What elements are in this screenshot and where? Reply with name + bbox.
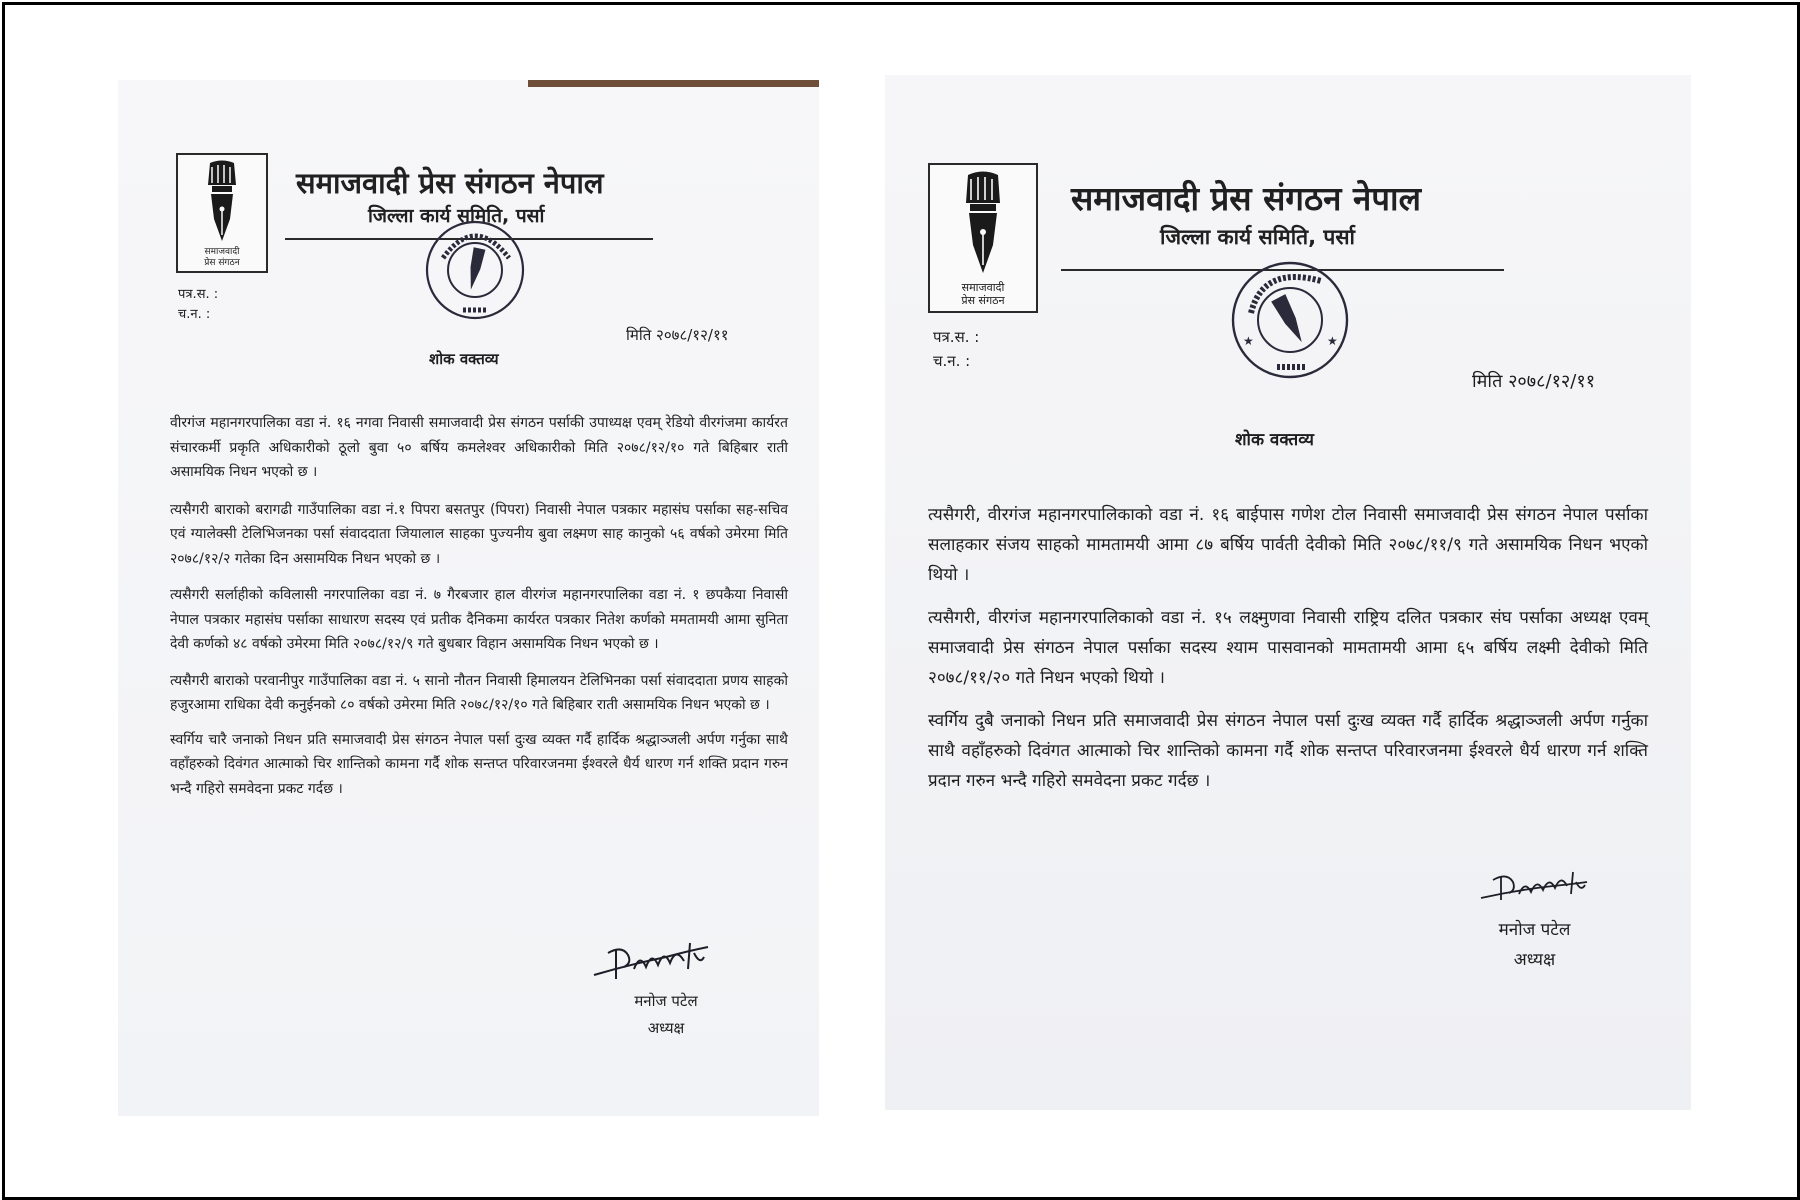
body-paragraph: त्यसैगरी सर्लाहीको कविलासी नगरपालिका वडा नं. ७ गैरबजार हाल वीरगंज महानगरपालिका वडा नं. १ छपकैया निवासी नेपाल पत्रकार महासंघ पर्साका साधारण सदस्य एवं प्रतीक दैनिकमा कार्यरत पत्रकार नितेश कर्णको ममतामयी आमा सुनिता देवी कर्णको ४८ वर्षको उमेरमा मिति २०७८/१२/९ गते बुधबार विहान असामयिक निधन भएको छ । bbox=[170, 587, 788, 652]
signer-name: मनोज पटेल bbox=[1498, 920, 1571, 940]
organization-stamp bbox=[1229, 259, 1351, 381]
letter-right bbox=[885, 75, 1691, 1110]
body-paragraph: स्वर्गिय दुबै जनाको निधन प्रति समाजवादी प्रेस संगठन नेपाल पर्सा दुःख व्यक्त गर्दै हार्दिक श्रद्धाञ्जली अर्पण गर्नुका साथै वहाँहरुको दिवंगत आत्माको चिर शान्तिको कामना गर्दै शोक सन्तप्त परिवारजनमा ईश्वरले धैर्य धारण गर्न शक्ति प्रदान गरुन भन्दै गहिरो समवेदना प्रकट गर्दछ । bbox=[928, 711, 1648, 791]
letter-heading: शोक वक्तव्य bbox=[1235, 430, 1314, 450]
dispatch-number-label: च.न. : bbox=[933, 352, 971, 370]
fist-pen-icon bbox=[178, 155, 266, 247]
svg-text:★: ★ bbox=[1243, 334, 1254, 348]
table-edge-shadow bbox=[528, 80, 819, 87]
signer-title: अध्यक्ष bbox=[1513, 950, 1556, 970]
letter-date: मिति २०७८/१२/११ bbox=[626, 326, 729, 344]
logo-caption-line-2: प्रेस संगठन bbox=[961, 294, 1005, 307]
signer-name: मनोज पटेल bbox=[634, 992, 698, 1010]
handwritten-signature bbox=[1477, 868, 1592, 904]
letter-heading: शोक वक्तव्य bbox=[429, 350, 499, 368]
signer-title: अध्यक्ष bbox=[647, 1019, 685, 1037]
logo-caption-line-2: प्रेस संगठन bbox=[204, 258, 240, 268]
body-paragraph: वीरगंज महानगरपालिका वडा नं. १६ नगवा निवासी समाजवादी प्रेस संगठन पर्साकी उपाध्यक्ष एवम् रेडियो वीरगंजमा कार्यरत संचारकर्मी प्रकृति अधिकारीको ठूलो बुवा ५० बर्षिय कमलेश्वर अधिकारीको मिति २०७८/१२/१० गते बिहिबार राती असामयिक निधन भएको छ । bbox=[170, 415, 788, 480]
svg-text:★: ★ bbox=[1327, 334, 1338, 348]
organization-logo bbox=[928, 163, 1038, 313]
reference-number-label: पत्र.स. : bbox=[178, 287, 219, 302]
letter-left bbox=[118, 80, 819, 1116]
letter-body bbox=[928, 500, 1648, 796]
body-paragraph: स्वर्गिय चारै जनाको निधन प्रति समाजवादी प्रेस संगठन नेपाल पर्सा दुःख व्यक्त गर्दै हार्दिक श्रद्धाञ्जली अर्पण गर्नुका साथै वहाँहरुको दिवंगत आत्माको चिर शान्तिको कामना गर्दै शोक सन्तप्त परिवारजनमा ईश्वरले धैर्य धारण गर्न शक्ति प्रदान गरुन भन्दै गहिरो समवेदना प्रकट गर्दछ । bbox=[170, 731, 788, 797]
organization-stamp bbox=[423, 218, 527, 322]
dispatch-number-label: च.न. : bbox=[178, 307, 211, 322]
committee-name: जिल्ला कार्य समिति, पर्सा bbox=[1160, 225, 1355, 249]
fist-pen-icon bbox=[930, 165, 1036, 279]
organization-logo bbox=[176, 153, 268, 273]
reference-number-label: पत्र.स. : bbox=[933, 328, 980, 346]
committee-name: जिल्ला कार्य समिति, पर्सा bbox=[368, 205, 545, 227]
letter-body bbox=[170, 411, 788, 801]
body-paragraph: त्यसैगरी बाराको बरागढी गाउँपालिका वडा नं.१ पिपरा बसतपुर (पिपरा) निवासी नेपाल पत्रकार महासंघ पर्साका सह-सचिव एवं ग्यालेक्सी टेलिभिजनका पर्सा संवाददाता जियालाल साहका पुज्यनीय बुवा लक्ष्मण साह कानुको ५६ वर्षको उमेरमा मिति २०७८/१२/२ गतेका दिन असामयिक निधन भएको छ । bbox=[170, 501, 788, 567]
organization-name: समाजवादी प्रेस संगठन नेपाल bbox=[296, 166, 604, 200]
letter-date: मिति २०७८/१२/११ bbox=[1472, 371, 1596, 392]
body-paragraph: त्यसैगरी, वीरगंज महानगरपालिकाको वडा नं. १६ बाईपास गणेश टोल निवासी समाजवादी प्रेस संगठन नेपाल पर्साका सलाहकार संजय साहको मामतामयी आमा ८७ बर्षिय पार्वती देवीको मिति २०७८/११/९ गते असामयिक निधन भएको थियो । bbox=[928, 505, 1648, 585]
logo-caption-line-1: समाजवादी bbox=[961, 281, 1005, 294]
handwritten-signature bbox=[588, 935, 718, 985]
body-paragraph: त्यसैगरी, वीरगंज महानगरपालिकाको वडा नं. १५ लक्ष्मुणवा निवासी राष्ट्रिय दलित पत्रकार संघ पर्साका अध्यक्ष एवम् समाजवादी प्रेस संगठन नेपाल पर्साका सदस्य श्याम पासवानको मामतामयी आमा ६५ बर्षिय लक्ष्मी देवीको मिति २०७८/११/२० गते निधन भएको थियो । bbox=[928, 608, 1648, 688]
logo-caption-line-1: समाजवादी bbox=[204, 247, 240, 257]
organization-name: समाजवादी प्रेस संगठन नेपाल bbox=[1071, 179, 1421, 218]
body-paragraph: त्यसैगरी बाराको परवानीपुर गाउँपालिका वडा नं. ५ सानो नौतन निवासी हिमालयन टेलिभिनका पर्सा संवाददाता प्रणय साहको हजुरआमा राधिका देवी कनुईनको ८० वर्षको उमेरमा मिति २०७८/१२/१० गते बिहिबार राती असामयिक निधन भएको छ । bbox=[170, 672, 788, 713]
